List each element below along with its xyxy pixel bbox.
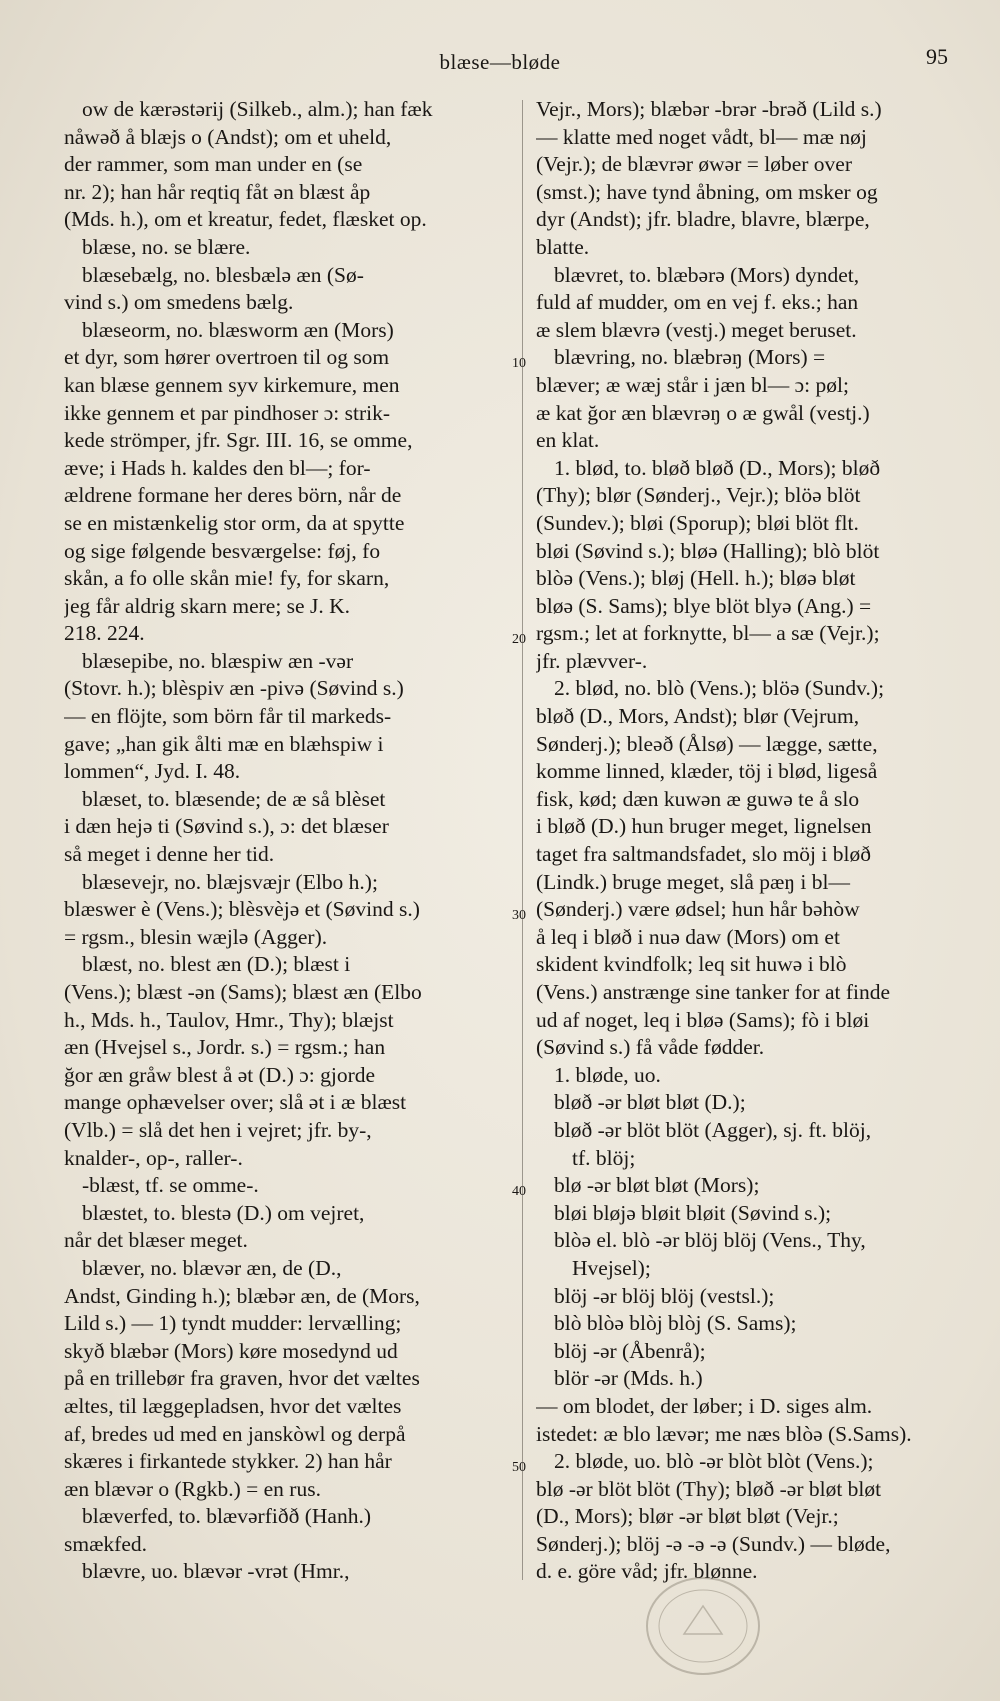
text-line: rgsm.; let at forknytte, bl— a sæ (Vejr.); bbox=[536, 621, 880, 646]
text-line: æve; i Hads h. kaldes den bl—; for- bbox=[64, 455, 371, 480]
text-line: æn blævər o (Rgkb.) = en rus. bbox=[64, 1476, 321, 1501]
text-line: der rammer, som man under en (se bbox=[64, 152, 363, 177]
text-line: i dæn hejə ti (Søvind s.), ɔ: det blæser bbox=[64, 814, 389, 839]
text-line: nr. 2); han hår reqtiq fåt ən blæst åp bbox=[64, 179, 371, 204]
entry-headword-line: blæsepibe, no. blæspiw æn -vər bbox=[82, 648, 354, 673]
entry-headword-line: 1. bløde, uo. bbox=[554, 1062, 661, 1087]
text-line: når det blæser meget. bbox=[64, 1228, 248, 1253]
text-line: jeg får aldrig skarn mere; se J. K. bbox=[64, 593, 350, 618]
text-line: (Vens.); blæst -ən (Sams); blæst æn (Elbo bbox=[64, 980, 422, 1004]
text-line: Hvejsel); bbox=[572, 1255, 651, 1280]
line-number-marker: 20 bbox=[512, 632, 526, 647]
text-line: (D., Mors); blør -ər bløt bløt (Vejr.; bbox=[536, 1504, 839, 1529]
text-line: blör -ər (Mds. h.) bbox=[554, 1366, 703, 1391]
text-line: gave; „han gik ålti mæ en blæhspiw i bbox=[64, 731, 384, 756]
right-column bbox=[536, 96, 976, 1586]
text-line: komme linned, klæder, töj i blød, ligeså bbox=[536, 759, 878, 784]
text-line: lommen“, Jyd. I. 48. bbox=[64, 759, 241, 784]
text-line: se en mistænkelig stor orm, da at spytte bbox=[64, 510, 405, 535]
text-line: æn (Hvejsel s., Jordr. s.) = rgsm.; han bbox=[64, 1035, 386, 1060]
text-line: nåwəð å blæjs o (Andst); om et uheld, bbox=[64, 124, 392, 149]
text-line: skån, a fo olle skån mie! fy, for skarn, bbox=[64, 566, 390, 591]
text-line: taget fra saltmandsfadet, slo möj i bløð bbox=[536, 842, 871, 867]
entry-headword-line: blæsebælg, no. blesbælə æn (Sø- bbox=[82, 262, 364, 287]
text-line: (Sundev.); bløi (Sporup); bløi blöt flt. bbox=[536, 510, 859, 535]
text-line: — om blodet, der løber; i D. siges alm. bbox=[536, 1393, 873, 1418]
left-column bbox=[64, 96, 510, 1586]
text-line: knalder-, op-, raller-. bbox=[64, 1145, 243, 1170]
text-line: mange ophævelser over; slå ət i æ blæst bbox=[64, 1090, 407, 1115]
text-line: — klatte med noget vådt, bl— mæ nøj bbox=[536, 124, 867, 149]
text-line: Lild s.) — 1) tyndt mudder: lervælling; bbox=[64, 1311, 402, 1336]
entry-headword-line: blæst, no. blest æn (D.); blæst i bbox=[82, 952, 351, 977]
entry-headword-line: 2. blød, no. blò (Vens.); blöə (Sundv.); bbox=[554, 676, 885, 701]
line-number-marker: 50 bbox=[512, 1460, 526, 1475]
library-stamp-seal bbox=[644, 1574, 762, 1678]
text-line: på en trillebør fra graven, hvor det væltes bbox=[64, 1366, 420, 1391]
text-line: Vejr., Mors); blæbər -brər -brəð (Lild s.) bbox=[536, 97, 882, 121]
text-line: blò blòə blòj blòj (S. Sams); bbox=[554, 1311, 797, 1336]
text-line: blatte. bbox=[536, 234, 590, 259]
text-line: h., Mds. h., Taulov, Hmr., Thy); blæjst bbox=[64, 1007, 394, 1032]
line-number-marker: 40 bbox=[512, 1184, 526, 1199]
text-line: (Søvind s.) få våde fødder. bbox=[536, 1035, 765, 1060]
entry-headword-line: blævring, no. blæbrəŋ (Mors) = bbox=[554, 345, 826, 370]
text-line: bløð (D., Mors, Andst); blør (Vejrum, bbox=[536, 704, 860, 729]
text-line: 218. 224. bbox=[64, 621, 145, 646]
entry-headword-line: 2. bløde, uo. blò -ər blòt blòt (Vens.); bbox=[554, 1449, 874, 1474]
text-line: ğor æn gråw blest å ət (D.) ɔ: gjorde bbox=[64, 1062, 376, 1087]
entry-headword-line: blæverfed, to. blævərfiðð (Hanh.) bbox=[82, 1504, 371, 1529]
text-line: blæswer è (Vens.); blèsvèjə et (Søvind s.) bbox=[64, 897, 420, 922]
text-line: bløi bløjə bløit bløit (Søvind s.); bbox=[554, 1200, 832, 1225]
entry-headword-line: blæsevejr, no. blæjsvæjr (Elbo h.); bbox=[82, 869, 378, 894]
text-line: æ kat ğor æn blævrəŋ o æ gwål (vestj.) bbox=[536, 400, 870, 425]
column-divider bbox=[522, 100, 523, 1580]
text-line: blöj -ər (Åbenrå); bbox=[554, 1338, 706, 1363]
entry-headword-line: 1. blød, to. bløð bløð (D., Mors); bløð bbox=[554, 455, 881, 480]
text-line: kede strömper, jfr. Sgr. III. 16, se omme, bbox=[64, 428, 413, 453]
line-number-marker: 10 bbox=[512, 356, 526, 371]
text-line: bløi (Søvind s.); bløə (Halling); blò blöt bbox=[536, 538, 880, 563]
text-line: skyð blæbər (Mors) køre mosedynd ud bbox=[64, 1338, 398, 1363]
text-line: og sige følgende besværgelse: føj, fo bbox=[64, 538, 381, 563]
text-line: Sønderj.); bleəð (Ålsø) — lægge, sætte, bbox=[536, 731, 878, 756]
text-line: ow de kærəstərij (Silkeb., alm.); han fæk bbox=[82, 97, 433, 121]
text-line: i bløð (D.) hun bruger meget, lignelsen bbox=[536, 814, 872, 839]
text-line: smækfed. bbox=[64, 1531, 148, 1556]
text-line: så meget i denne her tid. bbox=[64, 842, 275, 867]
text-line: ud af noget, leq i bløə (Sams); fò i bløi bbox=[536, 1007, 870, 1032]
entry-headword-line: blæseorm, no. blæsworm æn (Mors) bbox=[82, 317, 394, 342]
text-line: (Lindk.) bruge meget, slå pæŋ i bl— bbox=[536, 869, 850, 894]
entry-headword-line: blæse, no. se blære. bbox=[82, 234, 251, 259]
text-line: blæver; æ wæj står i jæn bl— ɔ: pøl; bbox=[536, 372, 849, 397]
entry-headword-line: blæver, no. blævər æn, de (D., bbox=[82, 1255, 342, 1280]
entry-headword-line: -blæst, tf. se omme-. bbox=[82, 1173, 259, 1198]
text-line: tf. blöj; bbox=[572, 1145, 636, 1170]
text-line: blòə (Vens.); bløj (Hell. h.); bløə bløt bbox=[536, 566, 856, 591]
text-line: blòə el. blò -ər blöj blöj (Vens., Thy, bbox=[554, 1228, 866, 1253]
text-line: istedet: æ blo lævər; me næs blòə (S.Sams). bbox=[536, 1421, 912, 1446]
text-line: dyr (Andst); jfr. bladre, blavre, blærpe, bbox=[536, 207, 870, 232]
entry-headword-line: blævret, to. blæbərə (Mors) dyndet, bbox=[554, 262, 860, 287]
text-line: blöj -ər blöj blöj (vestsl.); bbox=[554, 1283, 775, 1308]
text-line: (Vens.) anstrænge sine tanker for at finde bbox=[536, 980, 891, 1004]
text-line: fisk, kød; dæn kuwən æ guwə te å slo bbox=[536, 786, 860, 811]
text-line: (smst.); have tynd åbning, om msker og bbox=[536, 179, 878, 204]
text-line: d. e. göre våd; jfr. blønne. bbox=[536, 1559, 758, 1584]
entry-headword-line: blæset, to. blæsende; de æ så blèset bbox=[82, 786, 386, 811]
text-line: et dyr, som hører overtroen til og som bbox=[64, 345, 390, 370]
text-line: (Vejr.); de blævrər øwər = løber over bbox=[536, 152, 853, 177]
entry-headword-line: blæstet, to. blestə (D.) om vejret, bbox=[82, 1200, 365, 1225]
text-line: = rgsm., blesin wæjlə (Agger). bbox=[64, 924, 328, 949]
text-line: — en flöjte, som börn får til markeds- bbox=[64, 704, 392, 729]
text-line: (Sønderj.) være ødsel; hun hår bəhòw bbox=[536, 897, 860, 922]
page-number: 95 bbox=[926, 44, 948, 69]
text-line: (Thy); blør (Sønderj., Vejr.); blöə blöt bbox=[536, 483, 861, 508]
text-line: af, bredes ud med en janskòwl og derpå bbox=[64, 1421, 406, 1446]
text-line: fuld af mudder, om en vej f. eks.; han bbox=[536, 290, 859, 315]
text-line: vind s.) om smedens bælg. bbox=[64, 290, 294, 315]
text-line: æ slem blævrə (vestj.) meget beruset. bbox=[536, 317, 857, 342]
text-line: skident kvindfolk; leq sit huwə i blò bbox=[536, 952, 847, 977]
text-line: en klat. bbox=[536, 428, 600, 453]
page-header-title: blæse—bløde bbox=[439, 50, 561, 74]
text-line: æltes, til læggepladsen, hvor det væltes bbox=[64, 1393, 402, 1418]
text-line: (Stovr. h.); blèspiv æn -pivə (Søvind s.) bbox=[64, 676, 404, 701]
text-line: skæres i firkantede stykker. 2) han hår bbox=[64, 1449, 392, 1474]
text-line: blø -ər blöt blöt (Thy); bløð -ər bløt bløt bbox=[536, 1476, 882, 1501]
text-line: (Vlb.) = slå det hen i vejret; jfr. by-, bbox=[64, 1117, 372, 1142]
text-line: ikke gennem et par pindhoser ɔ: strik- bbox=[64, 400, 390, 425]
line-number-marker: 30 bbox=[512, 908, 526, 923]
text-line: å leq i bløð i nuə daw (Mors) om et bbox=[536, 924, 840, 949]
text-line: Andst, Ginding h.); blæbər æn, de (Mors, bbox=[64, 1283, 420, 1308]
text-line: bløð -ər blöt blöt (Agger), sj. ft. blöj, bbox=[554, 1117, 872, 1142]
text-line: bløð -ər bløt bløt (D.); bbox=[554, 1090, 746, 1115]
text-line: bløə (S. Sams); blye blöt blyə (Ang.) = bbox=[536, 593, 872, 618]
entry-headword-line: blævre, uo. blævər -vrət (Hmr., bbox=[82, 1559, 350, 1584]
text-line: kan blæse gennem syv kirkemure, men bbox=[64, 372, 400, 397]
text-line: blø -ər bløt bløt (Mors); bbox=[554, 1173, 760, 1198]
text-line: ældrene formane her deres börn, når de bbox=[64, 483, 402, 508]
text-line: Sønderj.); blöj -ə -ə -ə (Sundv.) — bløde, bbox=[536, 1531, 891, 1556]
text-line: jfr. plævver-. bbox=[536, 648, 648, 673]
text-line: (Mds. h.), om et kreatur, fedet, flæsket op. bbox=[64, 207, 427, 232]
